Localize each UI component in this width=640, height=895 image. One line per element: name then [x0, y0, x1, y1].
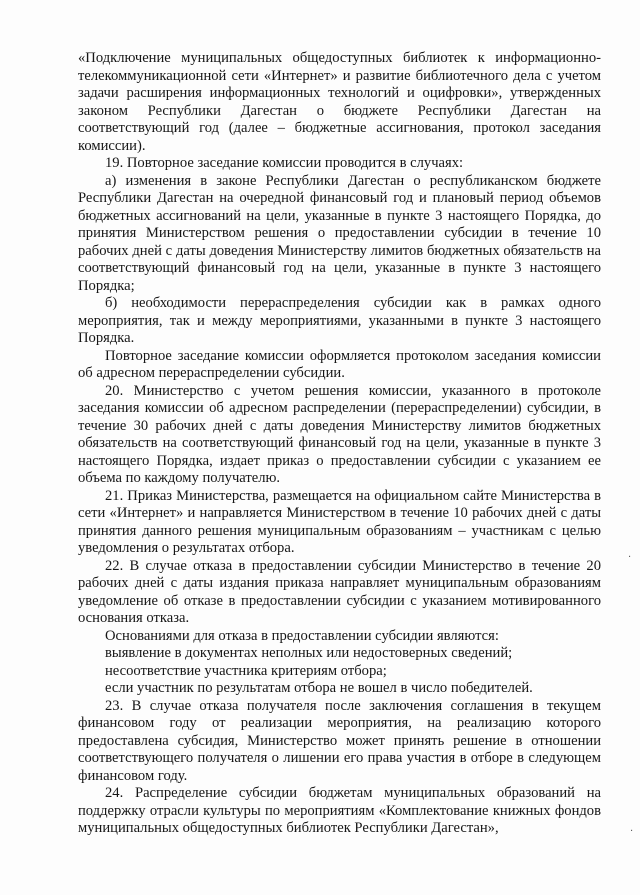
list-item-ground-2: несоответствие участника критериям отбора;	[105, 662, 387, 679]
paragraph-24: 24. Распределение субсидии бюджетам муниципальных образований на поддержку отрасли культуры по мероприятиям «Комплектование книжных фондов муниципальных общедоступных библиотек Республики Дагестан»,	[78, 785, 601, 836]
list-item-ground-1: выявление в документах неполных или недостоверных сведений;	[105, 645, 513, 661]
paragraph-21: 21. Приказ Министерства, размещается на официальном сайте Министерства в сети «Интернет» и направляется Министерством в течение 10 рабочих дней с даты принятия данного решения муниципальным образованиям – участникам с целью уведомления о результатах отбора.	[78, 487, 601, 556]
paragraph-refusal-grounds: Основаниями для отказа в предоставлении субсидии являются:	[105, 627, 499, 644]
scan-speck-mark: ·	[628, 552, 632, 563]
paragraph-22: 22. В случае отказа в предоставлении субсидии Министерство в течение 20 рабочих дней с даты издания приказа направляет муниципальным образованиям уведомление об отказе в предоставлении субсидии с указанием мотивированного основания отказа.	[78, 557, 601, 626]
list-item-ground-3: если участник по результатам отбора не вошел в число победителей.	[105, 680, 533, 696]
paragraph-repeat-meeting: Повторное заседание комиссии оформляется протоколом заседания комиссии об адресном перераспределении субсидии.	[78, 347, 601, 381]
paragraph-23: 23. В случае отказа получателя после заключения соглашения в текущем финансовом году от реализации мероприятия, на реализацию которого предоставлена субсидия, Министерство может принять решение в отношении соответствующего получателя о лишении его права участия в отборе в следующем финансовом году.	[78, 697, 601, 784]
paragraph-19b: б) необходимости перераспределения субсидии как в рамках одного мероприятия, так и между мероприятиями, указанными в пункте 3 настоящего Порядка.	[78, 295, 601, 346]
paragraph-20: 20. Министерство с учетом решения комиссии, указанного в протоколе заседания комиссии об адресном распределении (перераспределении) субсидии, в течение 30 рабочих дней с даты доведения Министерству лимитов бюджетных обязательств на соответствующий финансовый год на цели, указанные в пункте 3 настоящего Порядка, издает приказ о предоставлении субсидии с указанием ее объема по каждому получателю.	[78, 382, 601, 486]
document-body	[78, 50, 601, 838]
paragraph-19: 19. Повторное заседание комиссии проводится в случаях:	[105, 155, 464, 171]
paragraph-continuation: «Подключение муниципальных общедоступных библиотек к информационно-телекоммуникационной сети «Интернет» и развитие библиотечного дела с учетом задачи расширения информационных технологий и оцифровки», утвержденных законом Республики Дагестан о бюджете Республики Дагестан на соответствующий год (далее – бюджетные ассигнования, протокол заседания комиссии).	[78, 50, 601, 154]
scan-speck-mark: ·	[630, 826, 634, 837]
paragraph-19a: а) изменения в законе Республики Дагестан о республиканском бюджете Республики Дагестан на очередной финансовый год и плановый период объемов бюджетных ассигнований на цели, указанные в пункте 3 настоящего Порядка, до принятия Министерством решения о предоставлении субсидии в течение 10 рабочих дней с даты доведения Министерству лимитов бюджетных обязательств на соответствующий финансовый год на цели, указанные в пункте 3 настоящего Порядка;	[78, 172, 601, 294]
